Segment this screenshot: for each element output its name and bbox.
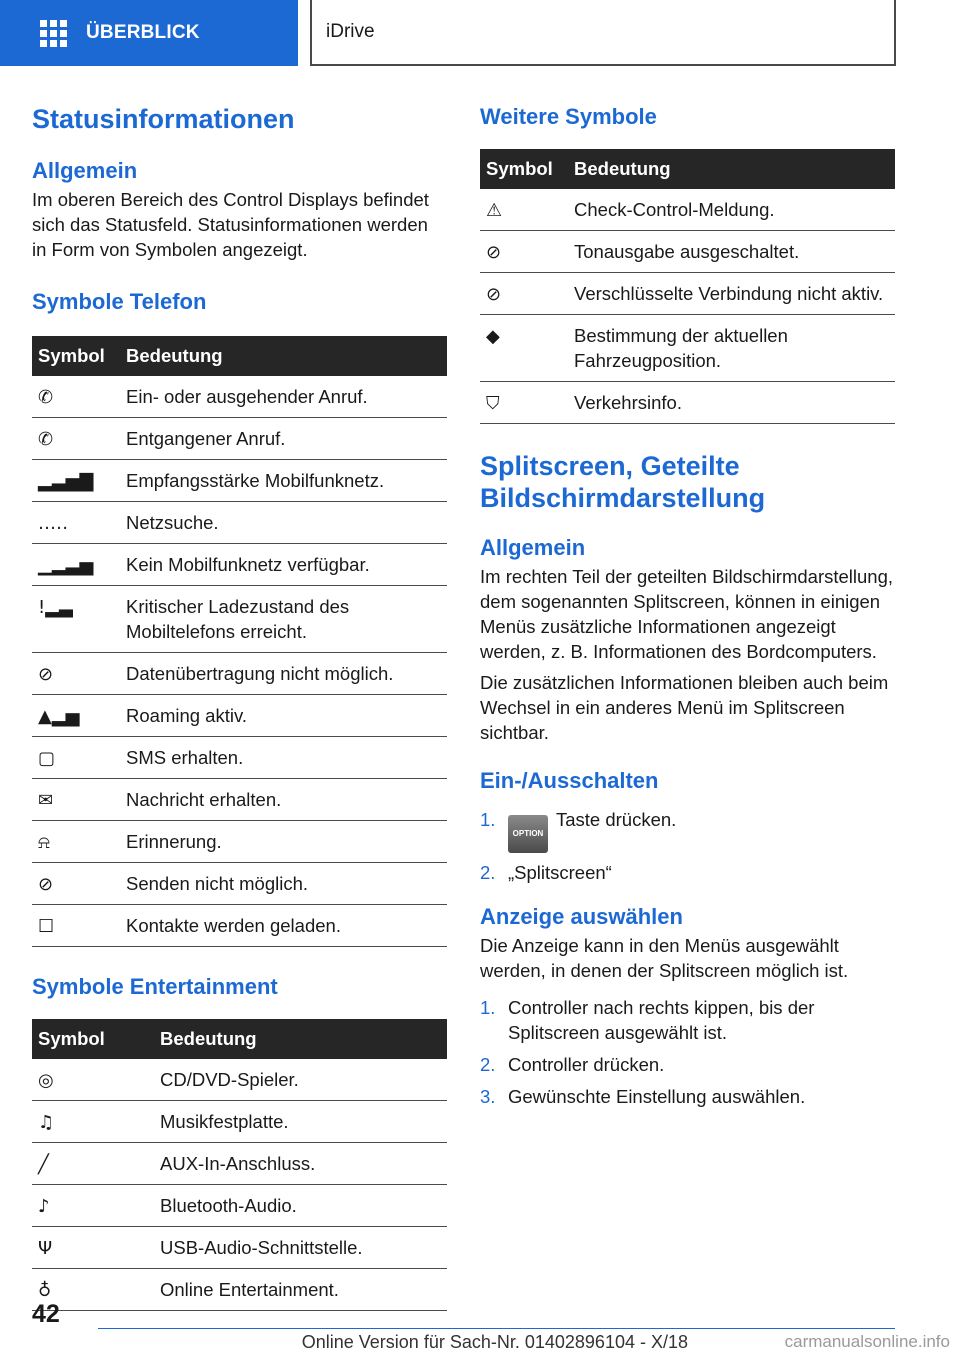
right-column — [480, 95, 895, 1116]
footer-divider — [98, 1328, 895, 1329]
option-button-icon: OPTION — [508, 815, 548, 853]
symbol-cell — [480, 382, 568, 424]
table-row — [32, 460, 447, 502]
watermark: carmanualsonline.info — [784, 1332, 950, 1351]
table-row — [32, 653, 447, 695]
bell-icon: ⍾ — [38, 832, 50, 853]
no-network-icon: ▁▂▃▅ — [38, 555, 94, 576]
symbol-cell — [32, 779, 120, 821]
list-item — [480, 860, 895, 885]
online-version-text: Online Version für Sach-Nr. 01402896104 - X/18 — [301, 1332, 688, 1352]
symbol-cell — [480, 315, 568, 382]
traffic-info-icon: ⛉ — [486, 393, 500, 414]
send-blocked-icon: ⊘ — [38, 874, 54, 895]
split-heading: Splitscreen, Geteilte Bildschirmdarstellung — [480, 451, 766, 513]
list-item — [480, 995, 895, 1045]
symbol-cell — [32, 653, 120, 695]
symbol-cell — [480, 231, 568, 273]
phone-call-icon: ✆ — [38, 387, 54, 408]
symbol-cell — [32, 1227, 154, 1269]
symbol-cell — [32, 1101, 154, 1143]
general-text: Im oberen Bereich des Control Displays befindet sich das Statusfeld. Statusinformationen werden in Form von Symbolen angezeigt. — [32, 189, 429, 260]
list-item — [480, 1084, 895, 1109]
select-heading: Anzeige auswählen — [480, 904, 683, 929]
meaning-cell: Kritischer Ladezustand des Mobiltelefons erreicht. — [120, 586, 447, 653]
table-row — [32, 737, 447, 779]
page-header — [0, 0, 960, 66]
symbol-cell — [32, 737, 120, 779]
step-number: 1. — [480, 809, 496, 830]
meaning-cell: Check-Control-Meldung. — [568, 189, 895, 231]
overview-tab[interactable] — [0, 0, 298, 66]
symbol-cell — [32, 821, 120, 863]
table-row — [32, 586, 447, 653]
step-text: Controller drücken. — [508, 1054, 665, 1075]
list-item — [480, 1052, 895, 1077]
table-header-meaning: Bedeutung — [154, 1019, 447, 1059]
meaning-cell: Verkehrsinfo. — [568, 382, 895, 424]
step-text: Taste drücken. — [556, 809, 677, 830]
symbol-cell — [32, 1059, 154, 1101]
table-header-meaning: Bedeutung — [568, 149, 895, 189]
table-row — [32, 1143, 447, 1185]
weitere-symbols-table — [480, 149, 895, 424]
meaning-cell: SMS erhalten. — [120, 737, 447, 779]
table-row — [32, 1227, 447, 1269]
meaning-cell: Roaming aktiv. — [120, 695, 447, 737]
aux-icon: ╱ — [38, 1154, 49, 1175]
grid-menu-icon — [40, 20, 66, 46]
weitere-heading: Weitere Symbole — [480, 104, 657, 129]
step-number: 2. — [480, 862, 496, 883]
split-text-2: Die zusätzlichen Informationen bleiben auch beim Wechsel in ein anderes Menü im Splitscreen sichtbar. — [480, 672, 889, 743]
battery-critical-icon: !▂▃ — [38, 597, 73, 618]
table-row — [32, 544, 447, 586]
split-text-1: Im rechten Teil der geteilten Bildschirmdarstellung, dem sogenannten Splitscreen, können in einigen Menüs zusätzliche Informationen angezeigt werden, z. B. Informationen des Bordcomputers. — [480, 566, 894, 662]
table-row — [480, 273, 895, 315]
onoff-heading: Ein-/Ausschalten — [480, 768, 659, 793]
meaning-cell: Verschlüsselte Verbindung nicht aktiv. — [568, 273, 895, 315]
table-row — [480, 382, 895, 424]
symbol-cell — [32, 502, 120, 544]
table-header-symbol: Symbol — [480, 149, 568, 189]
symbol-cell — [32, 460, 120, 502]
meaning-cell: Kein Mobilfunknetz verfügbar. — [120, 544, 447, 586]
meaning-cell: Erinnerung. — [120, 821, 447, 863]
symbol-cell — [32, 544, 120, 586]
symbol-cell — [32, 905, 120, 947]
left-column — [32, 95, 447, 1311]
telefon-symbols-table — [32, 336, 447, 947]
meaning-cell: AUX-In-Anschluss. — [154, 1143, 447, 1185]
table-header-symbol: Symbol — [32, 336, 120, 376]
warning-icon: ⚠ — [486, 200, 503, 221]
table-row — [32, 905, 447, 947]
meaning-cell: Online Entertainment. — [154, 1269, 447, 1311]
table-row — [32, 779, 447, 821]
table-row — [480, 189, 895, 231]
meaning-cell: Bestimmung der aktuellen Fahrzeugposition. — [568, 315, 895, 382]
split-general-heading: Allgemein — [480, 535, 586, 560]
step-number: 3. — [480, 1086, 496, 1107]
entertainment-symbols-table — [32, 1019, 447, 1311]
table-row — [32, 418, 447, 460]
meaning-cell: Musikfestplatte. — [154, 1101, 447, 1143]
symbol-cell — [32, 695, 120, 737]
table-row — [32, 695, 447, 737]
symbol-cell — [480, 189, 568, 231]
location-icon: ◆ — [486, 326, 500, 347]
meaning-cell: Kontakte werden geladen. — [120, 905, 447, 947]
speaker-muted-icon: ⊘ — [486, 242, 502, 263]
table-row — [32, 1185, 447, 1227]
status-title: Statusinformationen — [32, 104, 295, 134]
meaning-cell: Entgangener Anruf. — [120, 418, 447, 460]
table-row — [32, 1101, 447, 1143]
page-footer — [0, 1290, 960, 1362]
meaning-cell: Bluetooth-Audio. — [154, 1185, 447, 1227]
page-number: 42 — [32, 1300, 60, 1328]
meaning-cell: Netzsuche. — [120, 502, 447, 544]
meaning-cell: Datenübertragung nicht möglich. — [120, 653, 447, 695]
table-row — [32, 863, 447, 905]
meaning-cell: CD/DVD-Spieler. — [154, 1059, 447, 1101]
meaning-cell: Senden nicht möglich. — [120, 863, 447, 905]
general-heading: Allgemein — [32, 158, 138, 183]
table-row — [32, 1059, 447, 1101]
table-row — [32, 376, 447, 418]
symbol-cell — [480, 273, 568, 315]
missed-call-icon: ✆ — [38, 429, 54, 450]
meaning-cell: Empfangsstärke Mobilfunknetz. — [120, 460, 447, 502]
signal-strength-icon: ▂▃▅▇ — [38, 471, 94, 492]
section-title: iDrive — [310, 0, 896, 66]
step-text: Controller nach rechts kippen, bis der Splitscreen ausgewählt ist. — [508, 997, 815, 1043]
meaning-cell: Tonausgabe ausgeschaltet. — [568, 231, 895, 273]
data-transfer-blocked-icon: ⊘ — [38, 664, 54, 685]
table-header-symbol: Symbol — [32, 1019, 154, 1059]
symbol-cell — [32, 586, 120, 653]
onoff-steps — [480, 807, 895, 885]
symbol-cell — [32, 863, 120, 905]
table-row — [480, 231, 895, 273]
sms-icon: ▢ — [38, 748, 56, 769]
usb-icon: Ψ — [38, 1238, 53, 1259]
bluetooth-audio-icon: ♪ — [38, 1196, 50, 1217]
meaning-cell: Ein- oder ausgehender Anruf. — [120, 376, 447, 418]
list-item — [480, 807, 895, 853]
step-number: 1. — [480, 997, 496, 1018]
step-text: „Splitscreen“ — [508, 862, 612, 883]
symbol-cell — [32, 418, 120, 460]
roaming-icon: ▲▂▅ — [38, 706, 80, 727]
meaning-cell: USB-Audio-Schnittstelle. — [154, 1227, 447, 1269]
telefon-heading: Symbole Telefon — [32, 289, 207, 314]
select-text: Die Anzeige kann in den Menüs ausgewählt werden, in denen der Splitscreen möglich ist. — [480, 935, 849, 981]
music-hdd-icon: ♫ — [38, 1112, 55, 1133]
symbol-cell — [32, 376, 120, 418]
table-header-meaning: Bedeutung — [120, 336, 447, 376]
cd-icon: ◎ — [38, 1070, 54, 1091]
network-search-icon: ․․․․․ — [38, 513, 69, 534]
overview-tab-label: ÜBERBLICK — [86, 22, 200, 43]
entertainment-heading: Symbole Entertainment — [32, 974, 278, 999]
table-row — [32, 821, 447, 863]
select-steps — [480, 995, 895, 1109]
unencrypted-icon: ⊘ — [486, 284, 502, 305]
mail-icon: ✉ — [38, 790, 54, 811]
table-row — [480, 315, 895, 382]
symbol-cell — [32, 1143, 154, 1185]
step-number: 2. — [480, 1054, 496, 1075]
contacts-loading-icon: ☐ — [38, 916, 55, 937]
online-entertainment-icon: ♁ — [38, 1280, 52, 1301]
table-row — [32, 502, 447, 544]
step-text: Gewünschte Einstellung auswählen. — [508, 1086, 806, 1107]
symbol-cell — [32, 1185, 154, 1227]
meaning-cell: Nachricht erhalten. — [120, 779, 447, 821]
